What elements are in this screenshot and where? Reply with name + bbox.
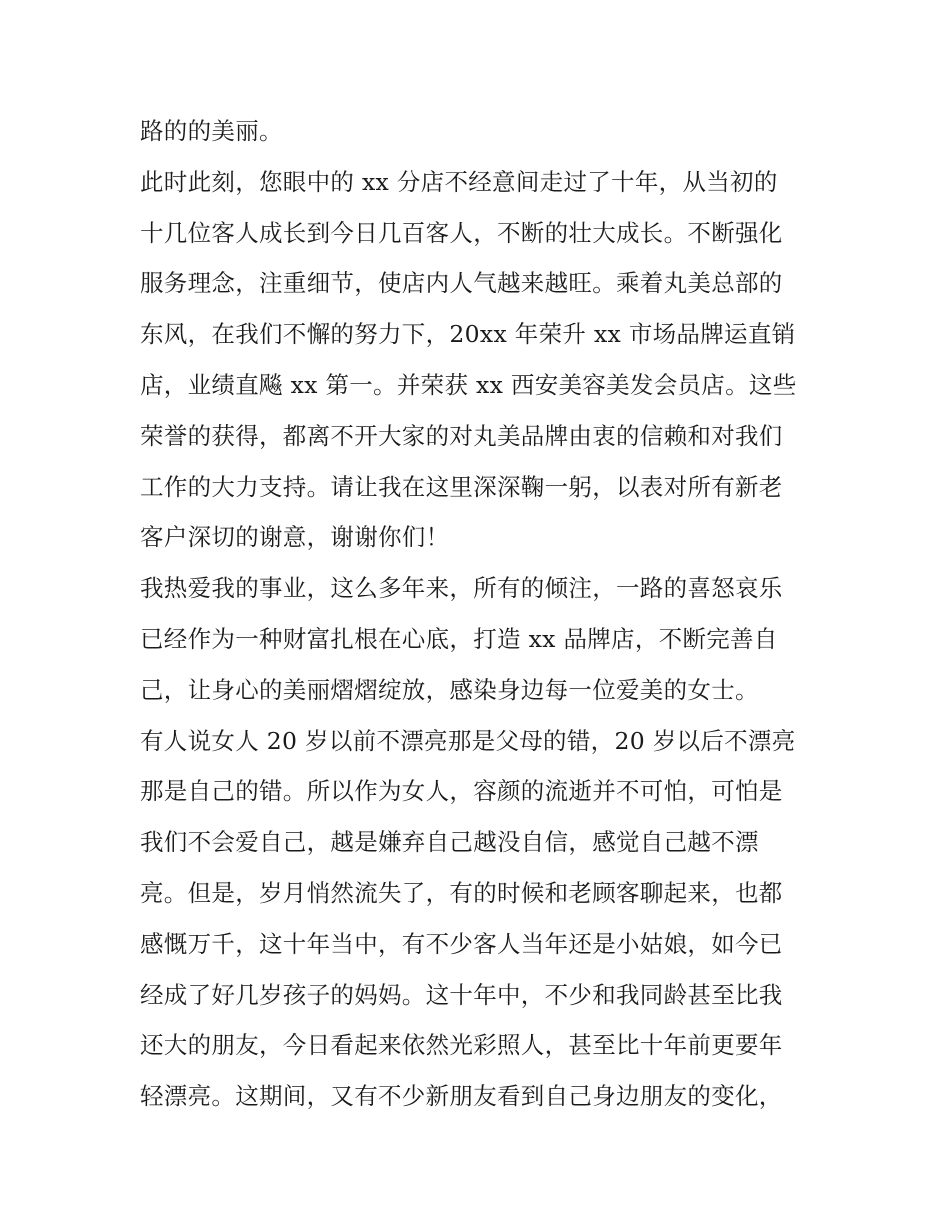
text-line: 己，让身心的美丽熠熠绽放，感染身边每一位爱美的女士。 (140, 675, 759, 704)
text-line: 已经作为一种财富扎根在心底，打造 xx 品牌店，不断完善自 (140, 624, 778, 653)
text-line: 店，业绩直飚 xx 第一。并荣获 xx 西安美容美发会员店。这些 (140, 370, 797, 399)
text-line: 那是自己的错。所以作为女人，容颜的流逝并不可怕，可怕是 (140, 777, 783, 806)
text-line: 服务理念，注重细节，使店内人气越来越旺。乘着丸美总部的 (140, 269, 783, 298)
text-line: 客户深切的谢意，谢谢你们！ (140, 523, 450, 552)
text-line: 轻漂亮。这期间，又有不少新朋友看到自己身边朋友的变化， (140, 1082, 783, 1111)
text-line: 十几位客人成长到今日几百客人，不断的壮大成长。不断强化 (140, 218, 783, 247)
text-line: 荣誉的获得，都离不开大家的对丸美品牌由衷的信赖和对我们 (140, 421, 783, 450)
text-line: 经成了好几岁孩子的妈妈。这十年中，不少和我同龄甚至比我 (140, 980, 783, 1009)
text-line: 东风，在我们不懈的努力下，20xx 年荣升 xx 市场品牌运直销 (140, 320, 796, 349)
text-line: 路的的美丽。 (140, 117, 283, 145)
text-line: 我们不会爱自己，越是嫌弃自己越没自信，感觉自己越不漂 (140, 828, 759, 857)
text-line: 还大的朋友，今日看起来依然光彩照人，甚至比十年前更要年 (140, 1031, 783, 1060)
text-line: 亮。但是，岁月悄然流失了，有的时候和老顾客聊起来，也都 (140, 878, 783, 907)
text-line: 我热爱我的事业，这么多年来，所有的倾注，一路的喜怒哀乐 (140, 574, 783, 603)
body-text (140, 106, 830, 1122)
text-line: 工作的大力支持。请让我在这里深深鞠一躬，以表对所有新老 (140, 472, 783, 501)
text-line: 此时此刻，您眼中的 xx 分店不经意间走过了十年，从当初的 (140, 167, 778, 196)
text-line: 感慨万千，这十年当中，有不少客人当年还是小姑娘，如今已 (140, 929, 783, 958)
text-line: 有人说女人 20 岁以前不漂亮那是父母的错，20 岁以后不漂亮 (140, 726, 796, 755)
